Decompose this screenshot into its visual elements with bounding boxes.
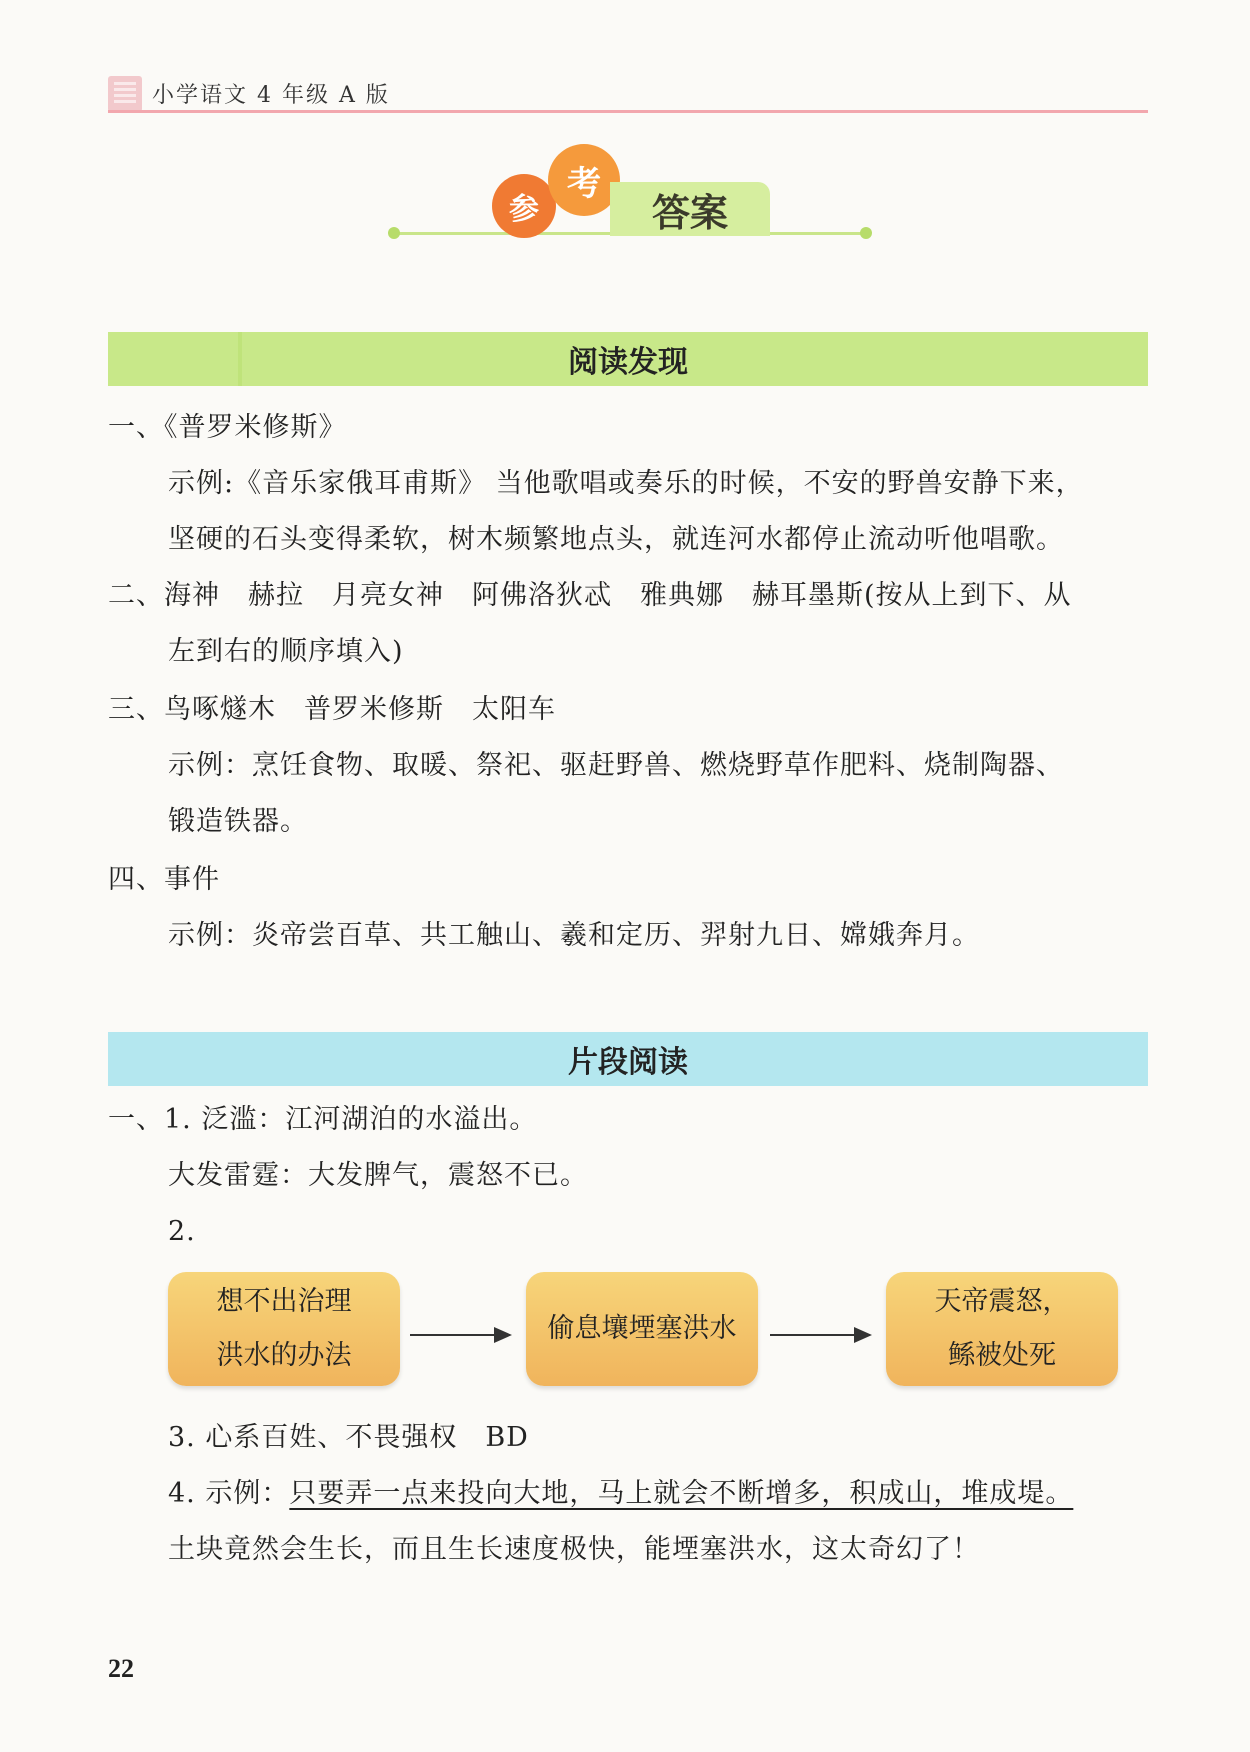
answer-4-prefix: 4. 示例： xyxy=(168,1478,290,1509)
answer-line: 三、鸟啄燧木 普罗米修斯 太阳车 xyxy=(108,694,556,725)
answer-line: 一、《普罗米修斯》 xyxy=(108,412,347,443)
header-title: 小学语文 4 年级 A 版 xyxy=(152,83,390,108)
page-number: 22 xyxy=(108,1654,134,1683)
answer-line: 2. xyxy=(168,1216,196,1247)
section-heading-reading-discovery: 阅读发现 xyxy=(108,332,1148,386)
answer-4-quote: 只要弄一点来投向大地，马上就会不断增多，积成山，堆成堤。 xyxy=(289,1478,1074,1509)
title-circle-kao: 考 xyxy=(548,144,620,216)
header-book-icon xyxy=(108,76,142,112)
answer-title xyxy=(380,140,880,250)
flow-box-1-line1: 想不出治理 xyxy=(216,1286,352,1317)
flow-arrow-1 xyxy=(410,1334,510,1336)
flow-box-1-line2: 洪水的办法 xyxy=(216,1340,352,1371)
answer-line: 坚硬的石头变得柔软，树木频繁地点头，就连河水都停止流动听他唱歌。 xyxy=(168,524,1064,555)
answer-line: 示例：炎帝尝百草、共工触山、羲和定历、羿射九日、嫦娥奔月。 xyxy=(168,920,980,951)
answer-line: 示例：烹饪食物、取暖、祭祀、驱赶野兽、燃烧野草作肥料、烧制陶器、 xyxy=(168,750,1064,781)
answer-line: 3. 心系百姓、不畏强权 BD xyxy=(168,1422,529,1453)
flow-box-2 xyxy=(526,1272,758,1386)
title-dot-left xyxy=(388,227,400,239)
answer-line: 四、事件 xyxy=(108,864,220,895)
answer-line: 土块竟然会生长，而且生长速度极快，能堙塞洪水，这太奇幻了！ xyxy=(168,1534,980,1565)
answer-line: 锻造铁器。 xyxy=(168,806,308,837)
title-circle-can: 参 xyxy=(492,174,556,238)
header-rule xyxy=(108,110,1148,113)
section-heading-passage-reading: 片段阅读 xyxy=(108,1032,1148,1086)
title-dot-right xyxy=(860,227,872,239)
flow-box-1 xyxy=(168,1272,400,1386)
flow-box-3-line1: 天帝震怒， xyxy=(934,1286,1070,1317)
title-main: 答案 xyxy=(610,182,770,236)
flow-box-3 xyxy=(886,1272,1118,1386)
answer-line: 大发雷霆：大发脾气，震怒不已。 xyxy=(168,1160,588,1191)
answer-line: 示例:《音乐家俄耳甫斯》 当他歌唱或奏乐的时候，不安的野兽安静下来， xyxy=(168,468,1084,499)
answer-line: 一、1. 泛滥：江河湖泊的水溢出。 xyxy=(108,1104,538,1135)
flow-box-2-line1: 偷息壤堙塞洪水 xyxy=(547,1313,737,1344)
answer-line: 二、海神 赫拉 月亮女神 阿佛洛狄忒 雅典娜 赫耳墨斯(按从上到下、从 xyxy=(108,580,1072,611)
answer-line-4 xyxy=(168,1476,1073,1512)
answer-line: 左到右的顺序填入) xyxy=(168,636,404,667)
flow-arrow-2 xyxy=(770,1334,870,1336)
flow-box-3-line2: 鲧被处死 xyxy=(948,1340,1056,1371)
